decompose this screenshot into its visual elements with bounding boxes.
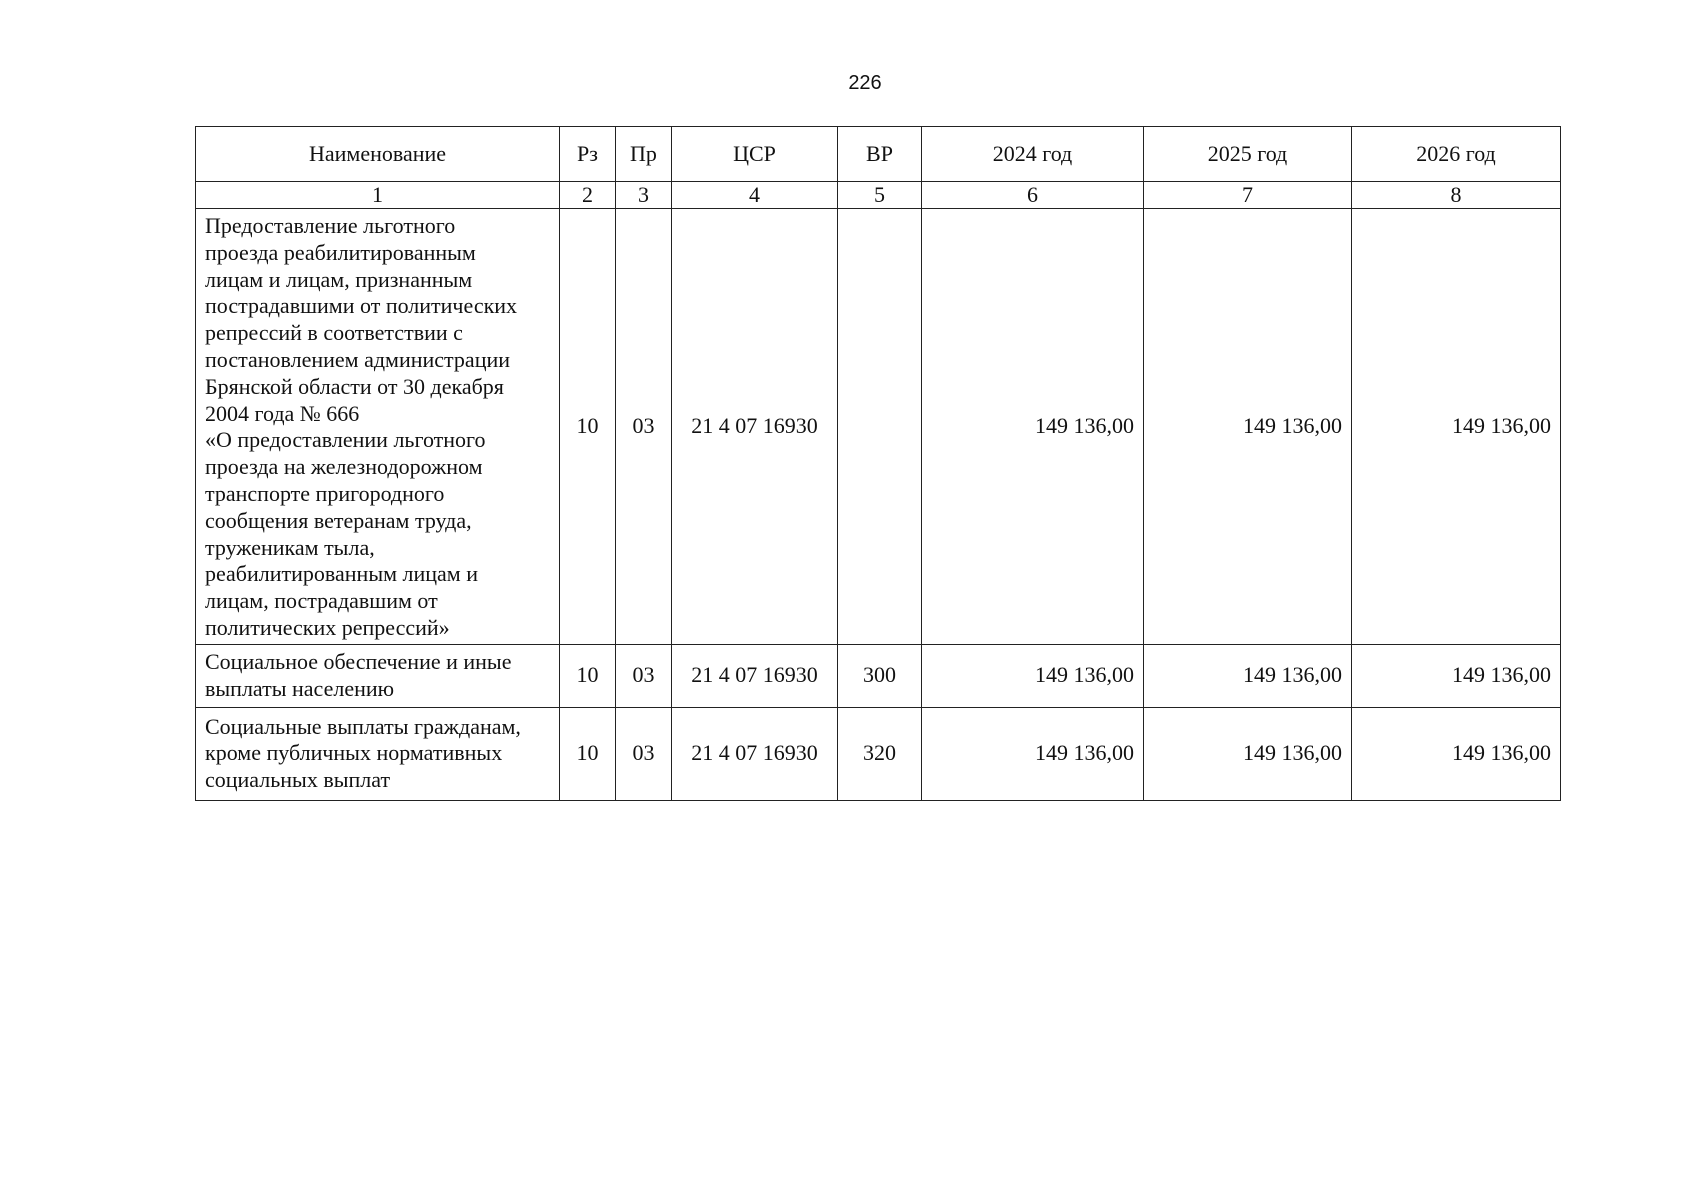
cell-pr: 03	[616, 209, 672, 645]
column-number-row	[196, 182, 1561, 209]
cell-rz: 10	[560, 707, 616, 800]
name-line: репрессий в соответствии с	[205, 320, 463, 346]
header-name: Наименование	[196, 127, 560, 182]
cell-vr: 320	[838, 707, 922, 800]
cell-2026: 149 136,00	[1352, 644, 1561, 707]
cell-csr: 21 4 07 16930	[672, 644, 838, 707]
name-line: Социальное обеспечение и иные	[205, 648, 512, 674]
name-line: пострадавшими от политических	[205, 293, 518, 319]
row-name	[196, 209, 560, 645]
cell-2025: 149 136,00	[1144, 209, 1352, 645]
name-line: Социальные выплаты гражданам,	[205, 713, 521, 739]
cell-vr	[838, 209, 922, 645]
name-line: проезда на железнодорожном	[205, 454, 483, 480]
name-line: проезда реабилитированным	[205, 239, 476, 265]
row-name	[196, 644, 560, 707]
name-line: Предоставление льготного	[205, 213, 456, 238]
cell-2026: 149 136,00	[1352, 707, 1561, 800]
table-row	[196, 644, 1561, 707]
name-line: 2004 года № 666	[205, 400, 360, 426]
cell-pr: 03	[616, 707, 672, 800]
cell-pr: 03	[616, 644, 672, 707]
table-row	[196, 209, 1561, 645]
cell-2025: 149 136,00	[1144, 707, 1352, 800]
name-line: труженикам тыла,	[205, 534, 375, 560]
table-row	[196, 707, 1561, 800]
cell-2024: 149 136,00	[922, 209, 1144, 645]
name-line: реабилитированным лицам и	[205, 561, 479, 587]
column-number: 5	[838, 182, 922, 209]
header-2026: 2026 год	[1352, 127, 1561, 182]
cell-csr: 21 4 07 16930	[672, 209, 838, 645]
cell-2024: 149 136,00	[922, 644, 1144, 707]
cell-csr: 21 4 07 16930	[672, 707, 838, 800]
header-2025: 2025 год	[1144, 127, 1352, 182]
name-line: социальных выплат	[205, 767, 391, 793]
name-line: политических репрессий»	[205, 614, 450, 640]
name-line: сообщения ветеранам труда,	[205, 507, 472, 533]
header-vr: ВР	[838, 127, 922, 182]
header-csr: ЦСР	[672, 127, 838, 182]
name-line: кроме публичных нормативных	[205, 740, 503, 766]
header-2024: 2024 год	[922, 127, 1144, 182]
cell-rz: 10	[560, 644, 616, 707]
column-number: 1	[196, 182, 560, 209]
column-number: 3	[616, 182, 672, 209]
cell-2026: 149 136,00	[1352, 209, 1561, 645]
name-line: выплаты населению	[205, 675, 395, 701]
name-line: постановлением администрации	[205, 346, 511, 372]
cell-2025: 149 136,00	[1144, 644, 1352, 707]
column-number: 6	[922, 182, 1144, 209]
column-number: 8	[1352, 182, 1561, 209]
cell-2024: 149 136,00	[922, 707, 1144, 800]
name-line: транспорте пригородного	[205, 480, 445, 506]
name-line: «О предоставлении льготного	[205, 427, 486, 453]
cell-rz: 10	[560, 209, 616, 645]
column-number: 2	[560, 182, 616, 209]
table-header-row	[196, 127, 1561, 182]
column-number: 4	[672, 182, 838, 209]
header-rz: Рз	[560, 127, 616, 182]
name-line: Брянской области от 30 декабря	[205, 373, 504, 399]
header-pr: Пр	[616, 127, 672, 182]
budget-table	[195, 126, 1561, 801]
cell-vr: 300	[838, 644, 922, 707]
name-line: лицам и лицам, признанным	[205, 266, 473, 292]
column-number: 7	[1144, 182, 1352, 209]
page-number: 226	[848, 72, 882, 94]
row-name	[196, 707, 560, 800]
name-line: лицам, пострадавшим от	[205, 588, 438, 614]
